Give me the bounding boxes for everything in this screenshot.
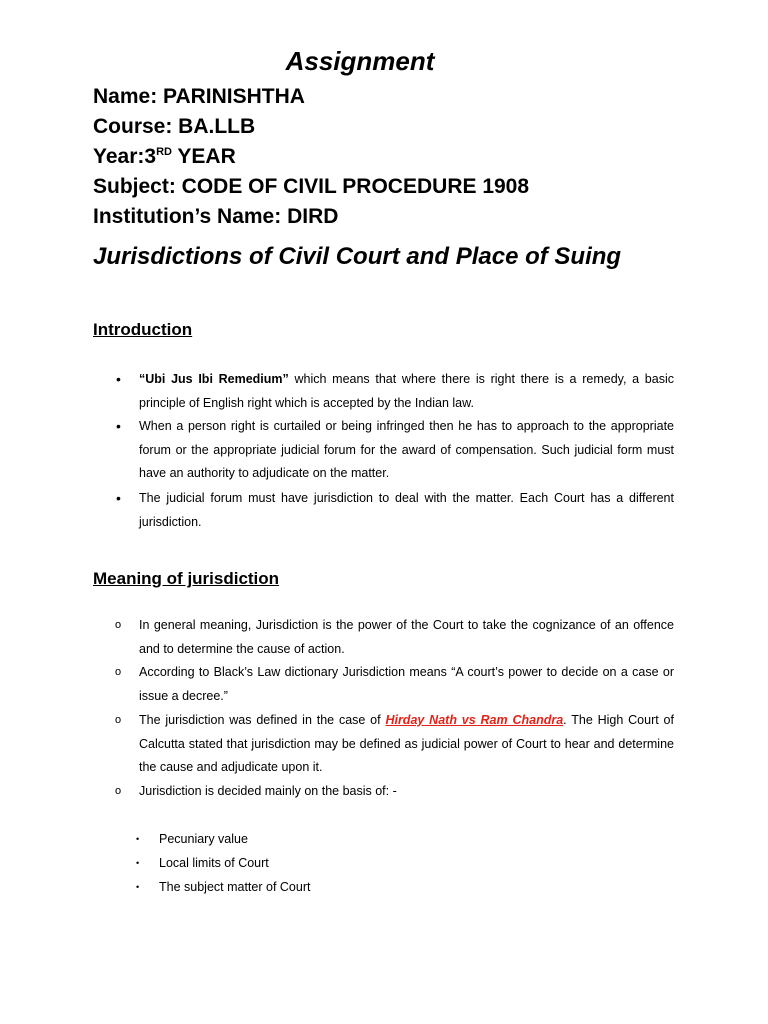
basis-item-pecuniary: Pecuniary value (159, 832, 248, 846)
meaning-item-3-lead: The jurisdiction was defined in the case of (139, 713, 386, 727)
intro-item-1 (139, 368, 674, 415)
basis-item-local: Local limits of Court (159, 856, 269, 870)
year-suffix: YEAR (171, 145, 236, 168)
student-name: Name: PARINISHTHA (93, 85, 305, 108)
year-superscript: RD (156, 146, 172, 158)
bullet-icon: • (136, 834, 140, 844)
circle-bullet-icon: o (115, 666, 122, 678)
student-info-block (93, 82, 529, 232)
intro-item-3: The judicial forum must have jurisdiction to deal with the matter. Each Court has a different jurisdiction. (139, 491, 674, 529)
basis-item-subject: The subject matter of Court (159, 880, 311, 894)
institution-line: Institution’s Name: DIRD (93, 205, 339, 228)
meaning-item-3-rest: . The High Court of Calcutta stated that jurisdiction may be defined as judicial power of Court to hear and determine the cause and adjudicate upon it. (139, 713, 674, 774)
meaning-heading: Meaning of jurisdiction (93, 569, 280, 588)
bullet-icon: • (116, 490, 121, 506)
intro-item-2: When a person right is curtailed or being infringed then he has to approach to the appropriate forum or the appropriate judicial forum for the award of compensation. Such judicial form must have an authority to adjudicate on the matter. (139, 419, 674, 480)
introduction-heading: Introduction (93, 320, 193, 339)
case-name-link[interactable]: Hirday Nath vs Ram Chandra (385, 713, 564, 727)
bullet-icon: • (136, 882, 140, 892)
meaning-item-2: According to Black’s Law dictionary Jurisdiction means “A court’s power to decide on a case or issue a decree.” (139, 665, 674, 703)
course-line: Course: BA.LLB (93, 115, 256, 138)
circle-bullet-icon: o (115, 714, 122, 726)
document-title: Jurisdictions of Civil Court and Place of Suing (93, 243, 622, 270)
meaning-item-4: Jurisdiction is decided mainly on the basis of: - (139, 784, 397, 798)
year-prefix: Year:3 (93, 145, 157, 168)
bullet-icon: • (116, 371, 121, 387)
meaning-item-3 (139, 709, 674, 780)
assignment-title: Assignment (285, 46, 435, 76)
meaning-item-1: In general meaning, Jurisdiction is the power of the Court to take the cognizance of an offence and to determine the cause of action. (139, 618, 674, 656)
maxim-text: “Ubi Jus Ibi Remedium” (139, 372, 289, 386)
circle-bullet-icon: o (115, 619, 122, 631)
bullet-icon: • (116, 418, 121, 434)
bullet-icon: • (136, 858, 140, 868)
intro-item-1-text: which means that where there is right there is a remedy, a basic principle of English right which is accepted by the Indian law. (139, 372, 674, 410)
subject-line: Subject: CODE OF CIVIL PROCEDURE 1908 (93, 175, 530, 198)
circle-bullet-icon: o (115, 785, 122, 797)
year-line (93, 142, 529, 172)
